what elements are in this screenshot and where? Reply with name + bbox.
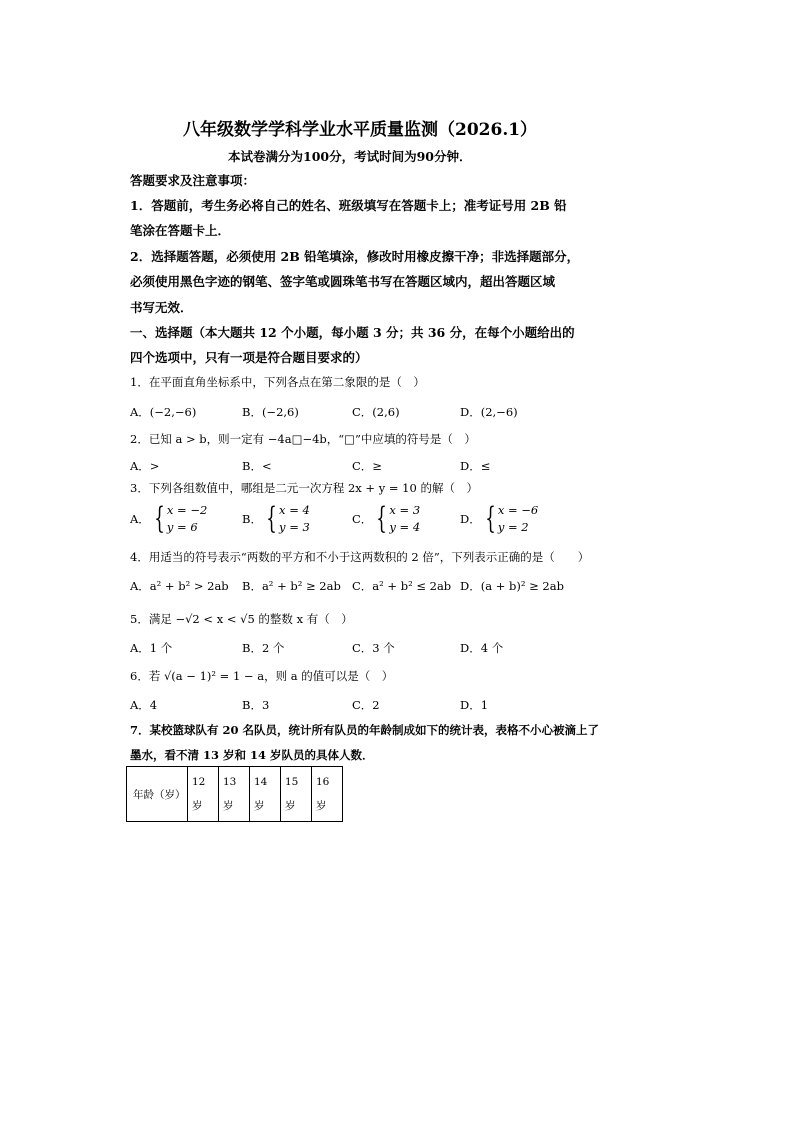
question-3-option-a — [130, 502, 207, 536]
age-unit: 岁 — [223, 800, 234, 812]
table-header-cell: 年龄（岁） — [127, 767, 188, 822]
option-label: B． — [242, 512, 262, 526]
question-7-stem-line2: 墨水，看不清 13 岁和 14 岁队员的具体人数． — [130, 748, 374, 762]
section1-heading-line1: 一、选择题（本大题共 12 个小题，每小题 3 分；共 36 分，在每个小题给出的 — [130, 325, 575, 340]
notice-heading: 答题要求及注意事项： — [130, 173, 256, 188]
equation-line: x = 4 — [279, 503, 310, 517]
question-4-option-a: A．a² + b² > 2ab — [130, 579, 229, 593]
equation-line: y = 6 — [166, 520, 198, 534]
question-5-option-a: A．1 个 — [130, 641, 173, 655]
table-age-cell — [281, 767, 312, 822]
age-unit: 岁 — [316, 800, 327, 812]
notice-item2-line3: 书写无效． — [130, 300, 193, 315]
table-row — [127, 767, 343, 822]
brace-icon: { — [376, 501, 388, 536]
brace-icon: { — [485, 501, 496, 536]
section1-heading-line2: 四个选项中，只有一项是符合题目要求的） — [130, 350, 368, 365]
age-value: 16 — [316, 776, 330, 788]
question-6-option-c: C．2 — [352, 698, 380, 712]
age-value: 15 — [285, 776, 299, 788]
option-label: C． — [352, 512, 373, 526]
exam-subtitle: 本试卷满分为100分，考试时间为90分钟． — [228, 149, 472, 164]
question-2-option-b: B．< — [242, 459, 272, 473]
question-6-option-a: A．4 — [130, 698, 158, 712]
question-4-stem: 4．用适当的符号表示“两数的平方和不小于这两数积的 2 倍”，下列表示正确的是（ ） — [130, 550, 590, 564]
notice-item2-line2: 必须使用黑色字迹的钢笔、签字笔或圆珠笔书写在答题区域内，超出答题区域 — [130, 274, 556, 289]
question-3-option-d — [460, 502, 538, 536]
question-1-option-b: B．(−2,6) — [242, 405, 299, 419]
age-unit: 岁 — [285, 800, 296, 812]
notice-item2-line1: 2．选择题答题，必须使用 2B 铅笔填涂，修改时用橡皮擦干净；非选择题部分， — [130, 249, 580, 264]
age-unit: 岁 — [254, 800, 265, 812]
notice-item1-line1: 1．答题前，考生务必将自己的姓名、班级填写在答题卡上；准考证号用 2B 铅 — [130, 198, 567, 213]
question-1-stem: 1．在平面直角坐标系中，下列各点在第二象限的是（ ） — [130, 375, 425, 389]
table-age-cell — [219, 767, 250, 822]
question-5-option-d: D．4 个 — [460, 641, 504, 655]
question-4-option-b: B．a² + b² ≥ 2ab — [242, 579, 341, 593]
question-3-stem: 3．下列各组数值中，哪组是二元一次方程 2x + y = 10 的解（ ） — [130, 481, 478, 495]
question-5-option-b: B．2 个 — [242, 641, 285, 655]
question-2-option-d: D．≤ — [460, 459, 491, 473]
question-6-option-d: D．1 — [460, 698, 489, 712]
question-6-stem: 6．若 √(a − 1)² = 1 − a，则 a 的值可以是（ ） — [130, 669, 394, 683]
question-3-option-b — [242, 502, 310, 536]
age-unit: 岁 — [192, 800, 203, 812]
option-label: A． — [130, 512, 150, 526]
equation-line: y = 2 — [497, 520, 529, 534]
question-1-option-a: A．(−2,−6) — [130, 405, 197, 419]
notice-item1-line2: 笔涂在答题卡上． — [130, 223, 231, 238]
question-6-option-b: B．3 — [242, 698, 270, 712]
question-2-option-a: A．> — [130, 459, 160, 473]
age-table — [126, 766, 343, 822]
table-age-cell — [312, 767, 343, 822]
question-2-stem: 2．已知 a > b，则一定有 −4a□−4b，“□”中应填的符号是（ ） — [130, 432, 476, 446]
brace-icon: { — [266, 501, 277, 536]
question-4-option-d: D．(a + b)² ≥ 2ab — [460, 579, 564, 593]
question-4-option-c: C．a² + b² ≤ 2ab — [352, 579, 452, 593]
question-1-option-d: D．(2,−6) — [460, 405, 518, 419]
page-title: 八年级数学学科学业水平质量监测（2026.1） — [183, 120, 538, 140]
question-7-stem-line1: 7．某校篮球队有 20 名队员，统计所有队员的年龄制成如下的统计表，表格不小心被滴上了 — [130, 723, 600, 737]
table-age-cell — [188, 767, 219, 822]
equation-line: x = −2 — [166, 503, 208, 517]
question-2-option-c: C．≥ — [352, 459, 382, 473]
question-1-option-c: C．(2,6) — [352, 405, 400, 419]
age-value: 13 — [223, 776, 237, 788]
equation-line: y = 4 — [389, 520, 421, 534]
equation-line: x = 3 — [389, 503, 421, 517]
option-label: D． — [460, 512, 481, 526]
question-3-option-c — [352, 502, 420, 536]
brace-icon: { — [154, 501, 165, 536]
table-age-cell — [250, 767, 281, 822]
question-5-option-c: C．3 个 — [352, 641, 395, 655]
equation-line: y = 3 — [279, 520, 310, 534]
age-value: 14 — [254, 776, 268, 788]
equation-line: x = −6 — [497, 503, 539, 517]
question-5-stem: 5．满足 −√2 < x < √5 的整数 x 有（ ） — [130, 612, 353, 626]
age-value: 12 — [192, 776, 206, 788]
